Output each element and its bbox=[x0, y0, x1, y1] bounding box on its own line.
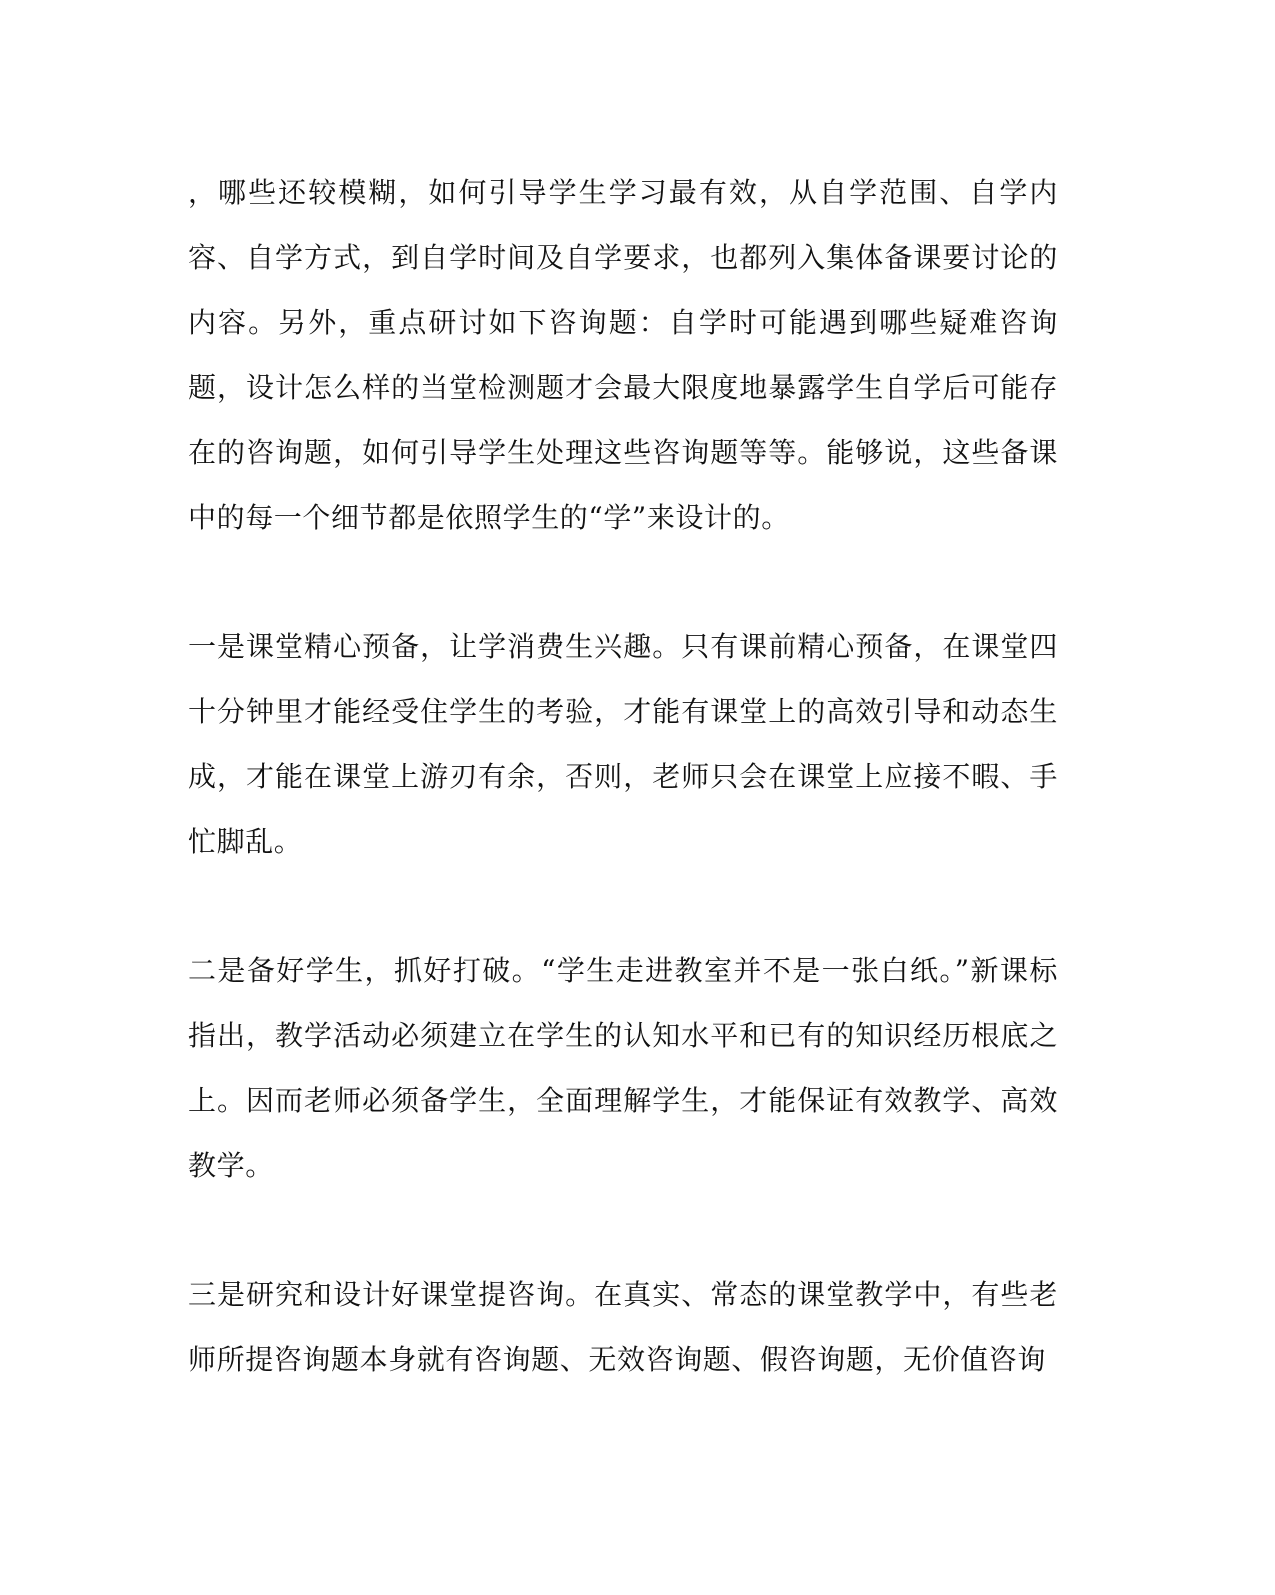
paragraph-1: ，哪些还较模糊，如何引导学生学习最有效，从自学范围、自学内容、自学方式，到自学时间及自学要求，也都列入集体备课要讨论的内容。另外，重点研讨如下咨询题：自学时可能遇到哪些疑难咨询题，设计怎么样的当堂检测题才会最大限度地暴露学生自学后可能存在的咨询题，如何引导学生处理这些咨询题等等。能够说，这些备课中的每一个细节都是依照学生的“学”来设计的。 bbox=[188, 176, 1058, 534]
body-text bbox=[188, 160, 1058, 1456]
paragraph-4: 三是研究和设计好课堂提咨询。在真实、常态的课堂教学中，有些老师所提咨询题本身就有咨询题、无效咨询题、假咨询题，无价值咨询 bbox=[188, 1278, 1058, 1376]
paragraph-3: 二是备好学生，抓好打破。“学生走进教室并不是一张白纸。”新课标指出，教学活动必须建立在学生的认知水平和已有的知识经历根底之上。因而老师必须备学生，全面理解学生，才能保证有效教学、高效教学。 bbox=[188, 954, 1058, 1182]
paragraph-2: 一是课堂精心预备，让学消费生兴趣。只有课前精心预备，在课堂四十分钟里才能经受住学生的考验，才能有课堂上的高效引导和动态生成，才能在课堂上游刃有余，否则，老师只会在课堂上应接不暇、手忙脚乱。 bbox=[188, 630, 1058, 858]
